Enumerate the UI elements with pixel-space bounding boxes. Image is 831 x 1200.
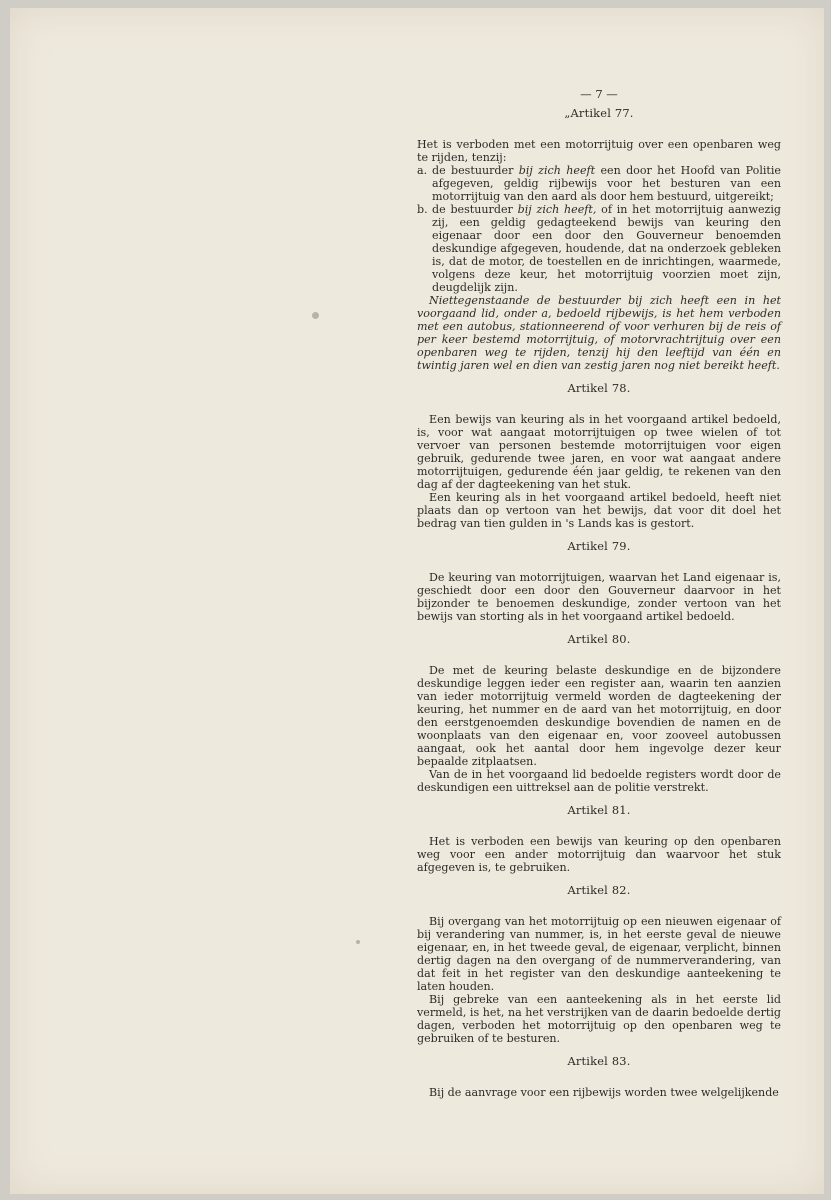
article-78-paragraph-1: Een bewijs van keuring als in het voorgaand artikel bedoeld, is, voor wat aangaat motorrijtuigen op twee wielen of tot vervoer van personen bestemde motorrijtuigen voor eigen gebruik, gedurende twee jaren, en voor wat aangaat andere motorrijtuigen, gedurende één jaar geldig, te rekenen van den dag af der dagteekening van het stuk. xyxy=(417,413,781,491)
list-label: b. xyxy=(417,203,428,216)
article-79-paragraph-1: De keuring van motorrijtuigen, waarvan het Land eigenaar is, geschiedt door een door den Gouverneur daarvoor in het bijzonder te benoemen deskundige, zonder vertoon van het bewijs van storting als in het voorgaand artikel bedoeld. xyxy=(417,571,781,623)
list-label: a. xyxy=(417,164,428,177)
page-number: — 7 — xyxy=(580,87,618,101)
punch-hole-mark xyxy=(312,312,319,319)
article-82-paragraph-1: Bij overgang van het motorrijtuig op een nieuwen eigenaar of bij verandering van nummer, is, in het eerste geval de nieuwe eigenaar, en, in het tweede geval, de eigenaar, verplicht, binnen dertig dagen na den overgang of de nummerverandering, van dat feit in het register van den deskundige aanteekening te laten houden. xyxy=(417,915,781,993)
list-text: de bestuurder bij zich heeft een door het Hoofd van Politie afgegeven, geldig rijbewijs voor het besturen van een motorrijtuig van den aard als door hem bestuurd, uitgereikt; xyxy=(432,164,781,203)
article-heading-79: Artikel 79. xyxy=(567,539,631,553)
article-77-intro: Het is verboden met een motorrijtuig over een openbaren weg te rijden, tenzij: xyxy=(417,138,781,164)
article-heading-83: Artikel 83. xyxy=(567,1054,631,1068)
list-text: de bestuurder bij zich heeft, of in het motorrijtuig aanwezig zij, een geldig gedagteekend bewijs van keuring den eigenaar door een door den Gouverneur benoemden deskundige afgegeven, houdende, dat na onderzoek gebleken is, dat de motor, de toestellen en de inrichtingen, waarmede, volgens deze keur, het motorrijtuig voorzien moet zijn, deugdelijk zijn. xyxy=(432,203,782,294)
article-80-paragraph-2: Van de in het voorgaand lid bedoelde registers wordt door de deskundigen een uittreksel aan de politie verstrekt. xyxy=(417,768,781,794)
list-item-b xyxy=(417,203,781,294)
article-heading-81: Artikel 81. xyxy=(567,803,631,817)
article-82-paragraph-2: Bij gebreke van een aanteekening als in het eerste lid vermeld, is het, na het verstrijken van de daarin bedoelde dertig dagen, verboden het motorrijtuig op den openbaren weg te gebruiken of te besturen. xyxy=(417,993,781,1045)
article-78-paragraph-2: Een keuring als in het voorgaand artikel bedoeld, heeft niet plaats dan op vertoon van het bewijs, dat voor dit doel het bedrag van tien gulden in 's Lands kas is gestort. xyxy=(417,491,781,530)
article-heading-77: „Artikel 77. xyxy=(564,106,634,120)
punch-hole-mark xyxy=(356,940,360,944)
list-item-a xyxy=(417,164,781,203)
article-heading-82: Artikel 82. xyxy=(567,883,631,897)
article-heading-80: Artikel 80. xyxy=(567,632,631,646)
text-column xyxy=(417,88,781,1099)
article-heading-78: Artikel 78. xyxy=(567,381,631,395)
article-81-paragraph-1: Het is verboden een bewijs van keuring op den openbaren weg voor een ander motorrijtuig dan waarvoor het stuk afgegeven is, te gebruiken. xyxy=(417,835,781,874)
article-83-paragraph-1: Bij de aanvrage voor een rijbewijs worden twee welgelijkende xyxy=(429,1086,779,1099)
article-77-closing: Niettegenstaande de bestuurder bij zich heeft een in het voorgaand lid, onder a, bedoeld rijbewijs, is het hem verboden met een autobus, stationneerend of voor verhuren bij de reis of per keer bestemd motorrijtuig, of motorvrachtrijtuig over een openbaren weg te rijden, tenzij hij den leeftijd van één en twintig jaren wel en dien van zestig jaren nog niet bereikt heeft. xyxy=(417,294,781,372)
article-80-paragraph-1: De met de keuring belaste deskundige en de bijzondere deskundige leggen ieder een register aan, waarin ten aanzien van ieder motorrijtuig vermeld worden de dagteekening der keuring, het nummer en de aard van het motorrijtuig, en door den eerstgenoemden deskundige bovendien de namen en de woonplaats van den eigenaar en, voor zooveel autobussen aangaat, ook het aantal door hem ingevolge dezer keur bepaalde zitplaatsen. xyxy=(417,664,781,768)
